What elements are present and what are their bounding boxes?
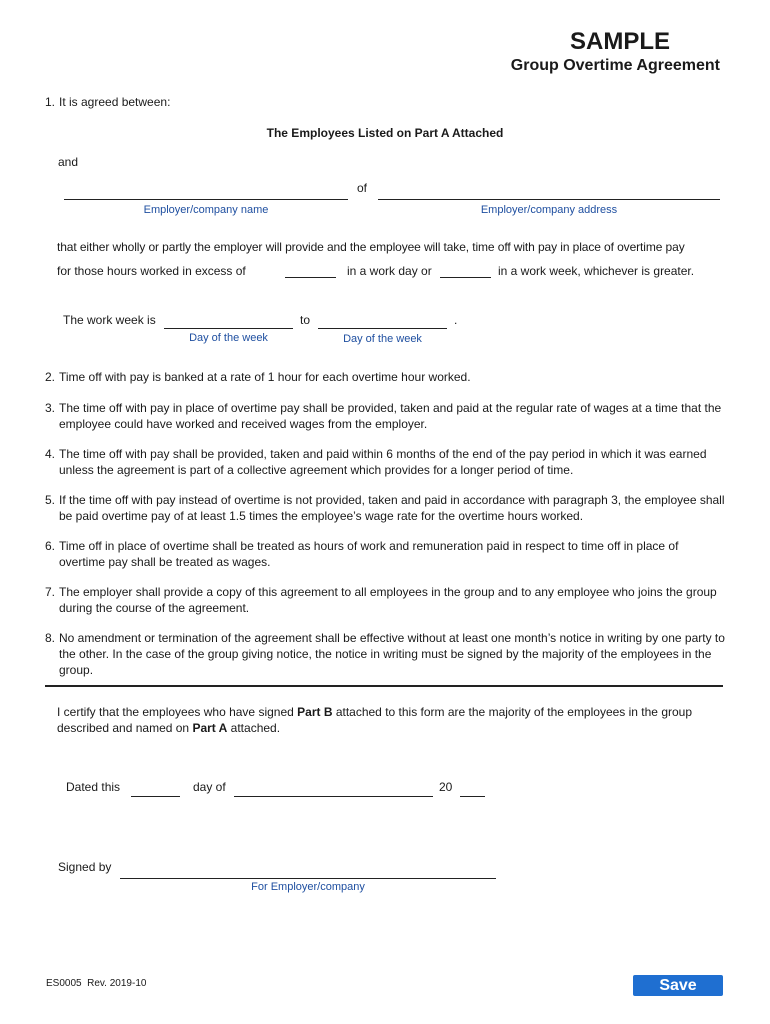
day-of-week-label-start: Day of the week bbox=[189, 332, 268, 344]
hours-per-week-field[interactable] bbox=[440, 277, 491, 278]
clause-text: Time off with pay is banked at a rate of 1 hour for each overtime hour worked. bbox=[59, 370, 471, 384]
cert-part-a-ref: Part A bbox=[192, 721, 228, 735]
clause-5 bbox=[45, 492, 725, 524]
clause-number: 3. bbox=[45, 401, 56, 415]
clause-8 bbox=[45, 630, 725, 678]
dated-this-text: Dated this bbox=[66, 780, 121, 794]
day-of-text: day of bbox=[193, 780, 226, 794]
employer-name-field[interactable] bbox=[64, 199, 348, 200]
signature-field[interactable] bbox=[120, 878, 496, 879]
cert-part-a: I certify that the employees who have signed bbox=[57, 705, 298, 719]
clause-text: No amendment or termination of the agreement shall be effective without at least one month’s notice in writing by one party to the other. In the case of the group giving notice, the notice in writing must be signed by the majority of the employees in the group. bbox=[59, 631, 725, 677]
clause-number: 4. bbox=[45, 447, 56, 461]
year-prefix-text: 20 bbox=[439, 780, 453, 794]
agreement-line-2a: for those hours worked in excess of bbox=[57, 264, 246, 278]
employer-address-label: Employer/company address bbox=[480, 204, 618, 216]
cert-part-e: attached. bbox=[227, 721, 281, 735]
clause-3 bbox=[45, 400, 725, 432]
year-field[interactable] bbox=[460, 796, 485, 797]
clause-2 bbox=[45, 369, 725, 385]
clause-number: 5. bbox=[45, 493, 56, 507]
day-of-week-label-end: Day of the week bbox=[343, 333, 422, 345]
clause-text: If the time off with pay instead of overtime is not provided, taken and paid in accordance with paragraph 3, the employee shall be paid overtime pay of at least 1.5 times the employee’s wage rate for the overtime hours worked. bbox=[59, 493, 725, 523]
page-title: Group Overtime Agreement bbox=[510, 57, 720, 74]
agreement-line-2b: in a work day or bbox=[347, 264, 432, 278]
employer-address-field[interactable] bbox=[378, 199, 720, 200]
clause-number: 8. bbox=[45, 631, 56, 645]
section-divider bbox=[45, 685, 723, 687]
save-button[interactable]: Save bbox=[633, 975, 723, 996]
clause-number: 6. bbox=[45, 539, 56, 553]
employer-name-label: Employer/company name bbox=[143, 204, 269, 216]
work-week-text: The work week is bbox=[63, 313, 156, 327]
clause-text: The employer shall provide a copy of this agreement to all employees in the group and to any employee who joins the group during the course of the agreement. bbox=[59, 585, 717, 615]
work-week-start-field[interactable] bbox=[164, 328, 293, 329]
of-text: of bbox=[357, 181, 368, 195]
employees-heading: The Employees Listed on Part A Attached bbox=[266, 126, 504, 140]
sample-heading: SAMPLE bbox=[569, 28, 670, 55]
clause-text: The time off with pay shall be provided, taken and paid within 6 months of the end of the pay period in which it was earned unless the agreement is part of a collective agreement which provides for a longer period of time. bbox=[59, 447, 707, 477]
clause-1-number: 1. bbox=[45, 95, 56, 109]
clause-7 bbox=[45, 584, 725, 616]
hours-per-day-field[interactable] bbox=[285, 277, 336, 278]
clause-4 bbox=[45, 446, 725, 478]
and-text: and bbox=[58, 155, 79, 169]
cert-part-c: attached to this form are the majority of the employees in the group described and named on bbox=[57, 705, 693, 735]
day-field[interactable] bbox=[131, 796, 180, 797]
clause-number: 2. bbox=[45, 370, 56, 384]
clause-6 bbox=[45, 538, 725, 570]
work-week-end-field[interactable] bbox=[318, 328, 447, 329]
clause-text: Time off in place of overtime shall be treated as hours of work and remuneration paid in respect to time off in place of overtime pay shall be treated as wages. bbox=[59, 539, 679, 569]
period-text: . bbox=[454, 313, 458, 327]
form-id: ES0005 Rev. 2019-10 bbox=[46, 978, 147, 989]
signed-by-text: Signed by bbox=[58, 860, 112, 874]
clause-text: The time off with pay in place of overtime pay shall be provided, taken and paid at the regular rate of wages at a time that the employee could have worked and received wages from the employer. bbox=[59, 401, 722, 431]
clause-number: 7. bbox=[45, 585, 56, 599]
certification-text bbox=[57, 704, 727, 736]
for-employer-label: For Employer/company bbox=[251, 881, 365, 893]
agreement-line-2c: in a work week, whichever is greater. bbox=[498, 264, 695, 278]
cert-part-b-ref: Part B bbox=[297, 705, 333, 719]
agreement-line-1: that either wholly or partly the employer will provide and the employee will take, time off with pay in place of overtime pay bbox=[57, 240, 685, 254]
clause-1-text: It is agreed between: bbox=[59, 95, 171, 109]
to-text: to bbox=[300, 313, 311, 327]
month-field[interactable] bbox=[234, 796, 433, 797]
